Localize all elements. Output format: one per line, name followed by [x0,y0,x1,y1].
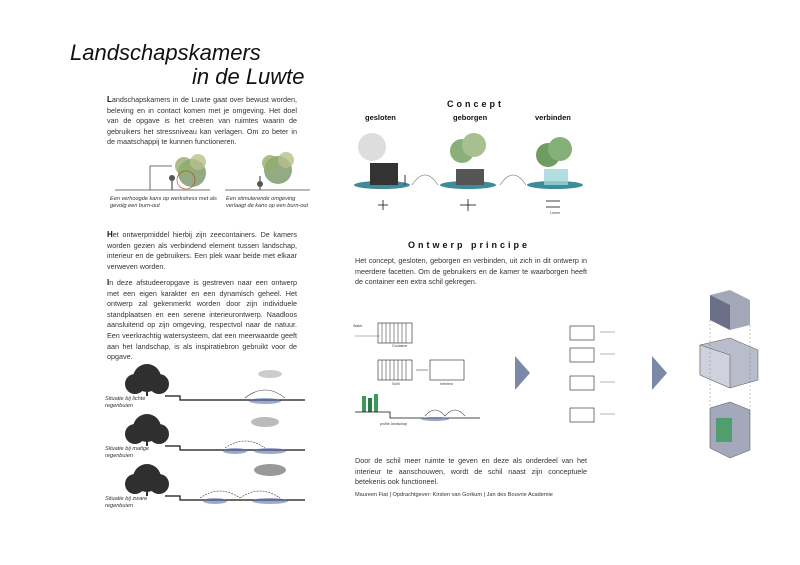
page-title-line1: Landschapskamers [70,40,261,65]
closing-text: Door de schil meer ruimte te geven en deze als onderdeel van het interieur te aanschouwen, wordt de schil naast zijn conceptuele betekenis ook functioneel. [355,456,587,487]
concept-heading: Concept [447,99,504,109]
paragraph2-text: et ontwerpmiddel hierbij zijn zeecontainers. De kamers worden gezien als verbindend element tussen landschap, interieur en de gebruikers. Een plek waar beide met elkaar verweven worden. [107,230,297,271]
caption-heavy-rain: Situatie bij zware regenbuien [105,496,148,509]
page-title-line2: in de Luwte [192,64,305,89]
caption-light-rain: Situatie bij lichte regenbuien [105,396,146,409]
isometric-exploded-view [690,290,770,470]
intro-text: andschapskamers in de Luwte gaat over bewust worden, beleving en in contact komen met je omgeving. Het doel van de opgave is het creëren van ruimtes waarin de gebruikers het stressniveau kan verlagen. Om zo beter in de maatschappij te kunnen functioneren. [107,95,297,147]
paragraph3-initial: I [107,278,110,287]
caption-moderate-rain: Situatie bij matige regenbuien [105,446,150,459]
caption-stimulating: Een stimulerende omgeving verlaagt de kans op een burn-out [226,196,309,209]
label-water: Water [353,324,363,328]
stress-illustration [110,148,310,198]
intro-initial: L [107,95,112,104]
principe-diagram [350,318,650,438]
concept-verbinden: verbinden [535,113,571,122]
label-container: Container [392,344,408,348]
rain-situation-diagrams [105,360,305,510]
paragraph-design [107,278,297,363]
principe-text: Het concept, gesloten, geborgen en verbinden, uit zich in dit ontwerp in meerdere facetten. Om de gebruikers en de kamer te waarborgen heeft de container een extra schil gekregen. [355,256,587,287]
paragraph-containers [107,230,297,272]
paragraph2-initial: H [107,230,113,239]
intro-paragraph [107,95,297,148]
label-interieur: Interieur [440,382,454,386]
concept-diagram [350,125,590,215]
concept-geborgen: geborgen [453,113,488,122]
caption-stress: Een verhoogde kans op werkstress met als gevolg een burn-out [110,196,217,209]
label-schil: Schil [392,382,400,386]
principe-heading: Ontwerp principe [408,240,531,250]
paragraph3-text: n deze afstudeeropgave is gestreven naar een ontwerp met een eigen karakter en een dynamisch geheel. Het ontwerp zal gekenmerkt worden door zijn individuele standplaatsen en een serene interieurontwerp. Naadloos aansluitend op zijn omgeving, respectvol naar de natuur. Een veerkrachtig watersysteem, dat een meerwaarde geeft aan het landschap, is als inspiratiebron gebruikt voor de opgave. [107,278,297,362]
concept-small-label: Lorem [550,211,561,215]
label-bodem: profile landschap [380,422,408,426]
concept-gesloten: gesloten [365,113,396,122]
footer-credits: Maureen Fiat | Opdrachtgever: Kirsten van Gorkum | Jan des Bouvrie Academie [355,492,553,498]
